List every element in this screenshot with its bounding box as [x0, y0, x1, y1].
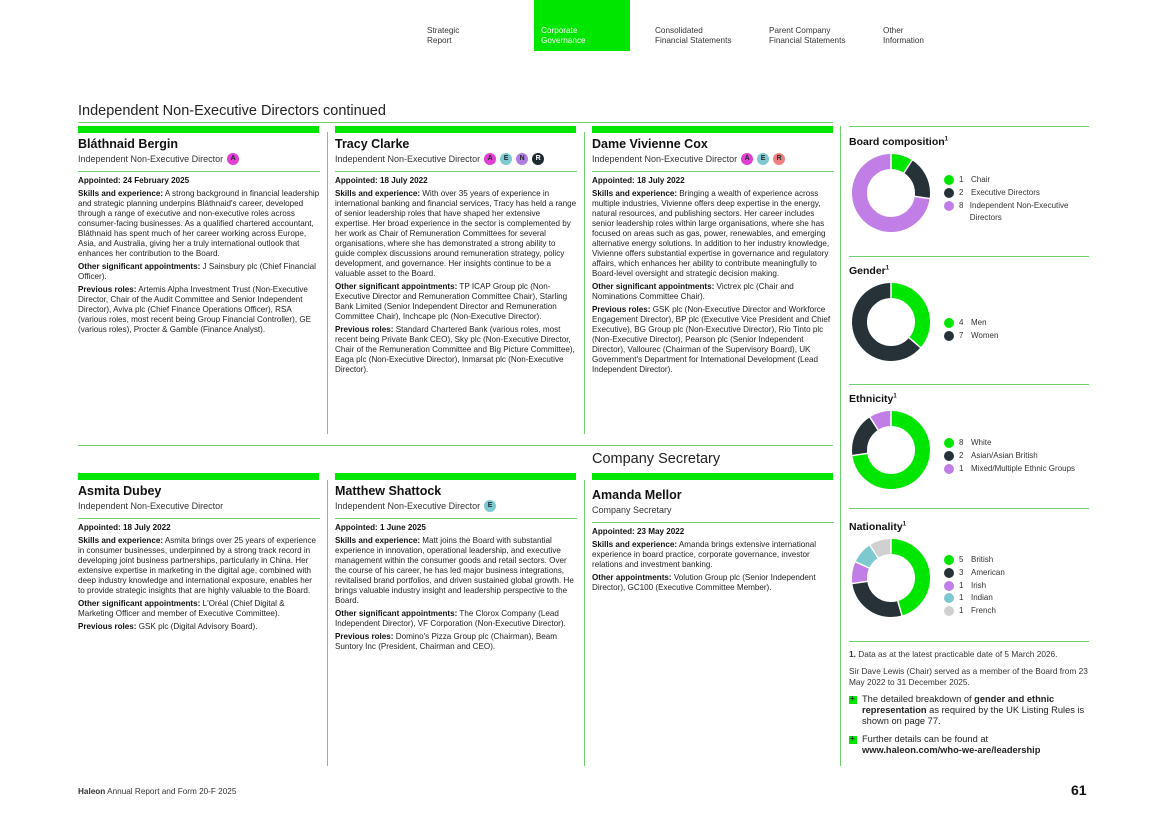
legend-item: [944, 200, 1089, 226]
accent-bar: [78, 473, 319, 480]
donut-chart: [849, 280, 933, 364]
legend-label: Men: [971, 318, 987, 327]
footnote: [849, 649, 1089, 659]
legend-dot: [944, 318, 954, 328]
director-name: Matthew Shattock: [335, 484, 442, 498]
previous-roles: [78, 285, 320, 335]
legend-value: 1: [959, 606, 964, 616]
director-name: Dame Vivienne Cox: [592, 137, 708, 151]
bullet-text-bold: gender and ethnic representation: [862, 694, 1055, 716]
legend-value: 1: [959, 463, 964, 473]
divider: [849, 256, 1089, 257]
skills-text: Bringing a wealth of experience across multiple industries, Vivienne offers deep expertise in the energy, natural resources, and publishing sectors. Her career includes senior leadership roles within large organisations, where she has focused on areas such as gas, power, renewables, and emerging alternative energy solutions. In addition to her industry knowledge, Vivienne offers substantial expertise in governance and regulatory affairs, which enhances her ability to contribute meaningfully to Board-level oversight and strategic decision making.: [592, 189, 830, 278]
director-header: [335, 137, 577, 172]
legend-dot: [944, 451, 954, 461]
plus-icon: [849, 696, 857, 704]
divider: [78, 445, 833, 446]
skills-label: Skills and experience:: [335, 189, 421, 198]
legend-value: 2: [959, 450, 964, 460]
director-role-text: Company Secretary: [592, 505, 672, 515]
director-role-text: Independent Non-Executive Director: [335, 154, 481, 164]
stat-title: [849, 393, 1089, 405]
director-role: [592, 153, 834, 165]
appointed-text: Appointed: 18 July 2022: [78, 523, 171, 532]
legend-value: 1: [959, 175, 964, 184]
appointed-text: Appointed: 1 June 2025: [335, 523, 426, 532]
other-text: TP ICAP Group plc (Non-Executive Director and Remuneration Committee Chair), Starling Bank Limited (Senior Independent Director and Remuneration Committee Chair), Inchcape plc (Non-Executive Director).: [335, 282, 568, 321]
leadership-link[interactable]: [849, 734, 1089, 756]
skills-label: Skills and experience:: [592, 540, 678, 549]
stat-block: [849, 265, 1089, 375]
prev-label: Previous roles:: [78, 622, 137, 631]
other-text: The Clorox Company (Lead Independent Director), VF Corporation (Non-Executive Director).: [335, 609, 566, 628]
other-appointments: [78, 599, 320, 619]
accent-bar: [592, 473, 833, 480]
skills-text: Matt joins the Board with substantial experience in innovation, operational leadership, and executive management within the consumer goods and retail sectors. Over the course of his career, he has led major business integrations, revitalised brand portfolios, and driven sustained global growth. He brings valuable industry insight and leadership perspective to the Board.: [335, 536, 574, 605]
director-header: [78, 484, 320, 519]
director-name: Bláthnaid Bergin: [78, 137, 179, 151]
other-text: J Sainsbury plc (Chief Financial Officer).: [78, 262, 316, 281]
footer-text: Annual Report and Form 20-F 2025: [105, 787, 237, 796]
legend-item: [944, 567, 1005, 580]
director-card: [335, 137, 577, 378]
skills-text: A strong background in financial leadership and strategic planning underpins Bláthnaid's career, developed through a range of executive and non-executive roles across consumer-facing businesses. As a qualified chartered accountant, Bláthnaid has spent much of her career working across Europe, Asia, and Australia, giving her a truly international outlook that enhances her contribution to the Board.: [78, 189, 320, 258]
skills-paragraph: [592, 189, 834, 279]
nav-label: Report: [427, 36, 452, 45]
gender-ethnic-link[interactable]: [849, 694, 1089, 727]
other-appointments: [592, 573, 834, 593]
column-divider: [584, 132, 585, 434]
legend-label: Mixed/Multiple Ethnic Groups: [971, 463, 1076, 473]
legend-label: Indian: [971, 593, 993, 603]
director-card: [78, 484, 320, 635]
appointed-date: [592, 527, 834, 537]
nav-label: Information: [883, 36, 924, 45]
appointed-text: Appointed: 18 July 2022: [335, 176, 428, 185]
other-appointments: [592, 282, 834, 302]
nav-label: Governance: [541, 36, 586, 45]
skills-paragraph: [78, 536, 320, 596]
director-role-text: Independent Non-Executive Director: [78, 501, 224, 511]
legend-label: British: [971, 555, 994, 564]
committee-badge: E: [484, 500, 496, 512]
column-divider: [584, 480, 585, 766]
committee-badge: A: [227, 153, 239, 165]
legend-label: Women: [971, 330, 999, 340]
bullet-text-pre: Further details can be found at: [862, 734, 989, 745]
director-role-text: Independent Non-Executive Director: [78, 154, 224, 164]
other-text: L'Oréal (Chief Digital & Marketing Officer and member of Executive Committee).: [78, 599, 285, 618]
director-card: [592, 488, 834, 596]
legend-item: [944, 174, 1089, 187]
previous-roles: [592, 305, 834, 375]
nav-label: Financial Statements: [769, 36, 846, 45]
nav-label: Consolidated: [655, 26, 703, 35]
appointed-date: [592, 176, 834, 186]
stat-title: [849, 136, 1089, 148]
legend-item: [944, 437, 1075, 450]
prev-label: Previous roles:: [78, 285, 137, 294]
divider: [849, 126, 1089, 127]
appointed-date: [78, 176, 320, 186]
director-role: [78, 153, 320, 165]
footer: [78, 787, 236, 796]
committee-badge: E: [757, 153, 769, 165]
stat-title-text: Nationality: [849, 521, 903, 533]
company-secretary-title: Company Secretary: [592, 451, 721, 467]
nav-label: Parent Company: [769, 26, 831, 35]
nav-label: Strategic: [427, 26, 460, 35]
legend-label: White: [971, 438, 992, 447]
stat-title-text: Gender: [849, 265, 886, 277]
legend-dot: [944, 331, 954, 341]
legend-dot: [944, 568, 954, 578]
accent-bar: [78, 126, 319, 133]
bullet-text-post: as required by the UK Listing Rules is shown on page 77.: [862, 705, 1085, 727]
other-label: Other significant appointments:: [592, 282, 715, 291]
legend-dot: [944, 175, 954, 185]
legend: [944, 174, 1089, 225]
skills-label: Skills and experience:: [592, 189, 678, 198]
nav-label: Financial Statements: [655, 36, 732, 45]
other-text: Volution Group plc (Senior Independent Director), GC100 (Executive Committee Member).: [592, 573, 816, 592]
other-appointments: [335, 282, 577, 322]
legend-value: 1: [959, 580, 964, 590]
other-label: Other significant appointments:: [78, 599, 201, 608]
skills-label: Skills and experience:: [78, 189, 164, 198]
legend-value: 8: [959, 200, 964, 210]
appointed-date: [335, 523, 577, 533]
legend-item: [944, 450, 1075, 463]
director-name: Tracy Clarke: [335, 137, 410, 151]
prev-label: Previous roles:: [335, 325, 394, 334]
notes: [849, 649, 1089, 756]
legend-item: [944, 605, 1005, 618]
appointed-text: Appointed: 24 February 2025: [78, 176, 190, 185]
prev-label: Previous roles:: [335, 632, 394, 641]
legend-label: Independent Non-Executive Directors: [969, 200, 1069, 223]
accent-bar: [592, 126, 833, 133]
legend-label: American: [971, 567, 1005, 577]
donut-chart: [849, 536, 933, 620]
stat-title-sup: 1: [944, 136, 949, 143]
committee-badge: R: [773, 153, 785, 165]
stat-block: [849, 136, 1089, 246]
column-divider: [327, 480, 328, 766]
stat-title: [849, 521, 1089, 533]
director-header: [335, 484, 577, 519]
legend-item: [944, 592, 1005, 605]
skills-text: Asmita brings over 25 years of experience in consumer businesses, underpinned by a strong track record in developing joint business partnerships, particularly in China. Her extensive expertise in marketing in the digital age, combined with deep industry knowledge and international exposure, enables her to provide strategic insights that are highly valuable to the Board.: [78, 536, 316, 595]
legend-label: Chair: [971, 175, 991, 184]
legend-value: 7: [959, 330, 964, 340]
nav-label: Other: [883, 26, 904, 35]
skills-paragraph: [78, 189, 320, 259]
other-label: Other appointments:: [592, 573, 672, 582]
director-role: [335, 500, 577, 512]
legend-item: [944, 330, 998, 343]
legend-label: Executive Directors: [971, 187, 1040, 197]
nav-label: Corporate: [541, 26, 578, 35]
page-number: 61: [1071, 782, 1087, 798]
skills-paragraph: [592, 540, 834, 570]
director-role: [335, 153, 577, 165]
other-appointments: [78, 262, 320, 282]
legend: [944, 437, 1075, 475]
legend: [944, 554, 1005, 618]
legend-dot: [944, 555, 954, 565]
stat-title-text: Board composition: [849, 136, 945, 148]
other-text: Victrex plc (Chair and Nominations Committee Chair).: [592, 282, 794, 301]
appointed-date: [335, 176, 577, 186]
director-role-text: Independent Non-Executive Director: [335, 501, 481, 511]
director-role: [592, 504, 834, 516]
stat-title-sup: 1: [893, 393, 897, 400]
stat-title-text: Ethnicity: [849, 393, 894, 405]
legend-item: [944, 463, 1075, 476]
stat-block: [849, 393, 1089, 503]
legend-item: [944, 187, 1089, 200]
director-header: [78, 137, 320, 172]
previous-roles: [78, 622, 320, 632]
footnote-text: Data as at the latest practicable date of 5 March 2026.: [855, 649, 1058, 659]
director-role-text: Independent Non-Executive Director: [592, 154, 738, 164]
nav-consolidated-financial-statements[interactable]: [648, 0, 762, 51]
appointed-text: Appointed: 18 July 2022: [592, 176, 685, 185]
prev-text: Artemis Alpha Investment Trust (Non-Executive Director, Chair of the Audit Committee and Senior Independent Director), Aviva plc (Chief Finance Operations Officer), RSA (various roles, most recent being Group Financial Controller), GE (various roles), Procter & Gamble (Finance Analyst).: [78, 285, 312, 334]
director-card: [78, 137, 320, 338]
legend-item: [944, 554, 1005, 567]
legend-dot: [944, 438, 954, 448]
divider: [849, 508, 1089, 509]
nav-other-information[interactable]: [876, 0, 990, 51]
donut-chart: [849, 408, 933, 492]
nav-corporate-governance[interactable]: [534, 0, 630, 51]
skills-label: Skills and experience:: [335, 536, 421, 545]
skills-text: Amanda brings extensive international experience in board practice, corporate governance, investor relations and investment banking.: [592, 540, 817, 569]
committee-badge: E: [500, 153, 512, 165]
other-appointments: [335, 609, 577, 629]
nav-parent-company-financial-statements[interactable]: [762, 0, 876, 51]
legend-value: 1: [959, 593, 964, 603]
skills-label: Skills and experience:: [78, 536, 164, 545]
legend-value: 4: [959, 318, 964, 327]
director-header: [592, 137, 834, 172]
top-nav: [420, 0, 990, 51]
director-name: Amanda Mellor: [592, 488, 682, 502]
other-label: Other significant appointments:: [335, 282, 458, 291]
nav-strategic-report[interactable]: [420, 0, 534, 51]
legend-dot: [944, 188, 954, 198]
legend-dot: [944, 606, 954, 616]
accent-bar: [335, 473, 576, 480]
legend-dot: [944, 581, 954, 591]
appointed-date: [78, 523, 320, 533]
footer-brand: Haleon: [78, 787, 106, 796]
committee-badge: A: [484, 153, 496, 165]
director-card: [592, 137, 834, 378]
appointed-text: Appointed: 23 May 2022: [592, 527, 685, 536]
bullet-text-pre: The detailed breakdown of: [862, 694, 975, 705]
donut-chart: [849, 151, 933, 235]
column-divider: [327, 132, 328, 434]
skills-paragraph: [335, 536, 577, 606]
legend: [944, 317, 998, 343]
bullet-text: [862, 694, 1089, 727]
legend-dot: [944, 593, 954, 603]
director-role: [78, 500, 320, 512]
legend-label: Asian/Asian British: [971, 450, 1038, 460]
footnote-number: 1.: [849, 649, 856, 659]
legend-dot: [944, 201, 954, 211]
divider: [849, 641, 1089, 642]
prev-label: Previous roles:: [592, 305, 651, 314]
divider: [849, 384, 1089, 385]
skills-paragraph: [335, 189, 577, 279]
previous-roles: [335, 325, 577, 375]
previous-roles: [335, 632, 577, 652]
section-title: Independent Non-Executive Directors continued: [78, 103, 386, 119]
other-label: Other significant appointments:: [78, 262, 201, 271]
column-divider: [840, 126, 841, 766]
committee-badge: N: [516, 153, 528, 165]
prev-text: Standard Chartered Bank (various roles, most recent being Private Bank CEO), Sky plc (Non-Executive Director, Chair of the Remuneration Committee and Big Picture Committee), Eaga plc (Non-Executive Director), Inmarsat plc (Non-Executive Director).: [335, 325, 575, 374]
director-name: Asmita Dubey: [78, 484, 162, 498]
stat-title-sup: 1: [885, 265, 890, 272]
stat-title: [849, 265, 1089, 277]
legend-value: 8: [959, 438, 964, 447]
other-label: Other significant appointments:: [335, 609, 458, 618]
legend-label: Irish: [971, 580, 987, 590]
legend-value: 3: [959, 567, 964, 577]
legend-value: 5: [959, 555, 964, 564]
leadership-url[interactable]: www.haleon.com/who-we-are/leadership: [862, 745, 1041, 756]
director-card: [335, 484, 577, 655]
prev-text: GSK plc (Non-Executive Director and Workforce Engagement Director), BP plc (Executive Vice President and Chief Executive), BG Group plc (Non-Executive Director), Rio Tinto plc (Non-Executive Director), Pearson plc (Senior Independent Director), Vallourec (Chairman of the Supervisory Board), UK Government's Department for International Development (Lead Independent Director).: [592, 305, 831, 374]
legend-item: [944, 580, 1005, 593]
legend-item: [944, 317, 998, 330]
plus-icon: [849, 736, 857, 744]
accent-bar: [335, 126, 576, 133]
committee-badge: R: [532, 153, 544, 165]
legend-value: 2: [959, 187, 964, 197]
prev-text: Domino's Pizza Group plc (Chairman), Beam Suntory Inc (President, Chairman and CEO).: [335, 632, 557, 651]
legend-dot: [944, 464, 954, 474]
skills-text: With over 35 years of experience in international banking and financial services, Tracy has held a range of senior leadership roles that have shaped her extensive expertise. Her broad experience in the sector is complemented by her work as Chair of Remuneration Committees for several organisations, where she has demonstrated a strong ability to guide complex discussions around remuneration strategy, policy development, and governance. Her insights continue to be a valuable asset to the Board.: [335, 189, 577, 278]
legend-label: French: [971, 606, 996, 616]
divider: [78, 122, 833, 123]
bullet-text: [862, 734, 1089, 756]
stat-title-sup: 1: [902, 521, 907, 528]
chair-note: Sir Dave Lewis (Chair) served as a member of the Board from 23 May 2022 to 31 December 2025.: [849, 666, 1088, 687]
committee-badge: A: [741, 153, 753, 165]
director-header: [592, 488, 834, 523]
prev-text: GSK plc (Digital Advisory Board).: [136, 622, 258, 631]
stat-block: [849, 521, 1089, 631]
